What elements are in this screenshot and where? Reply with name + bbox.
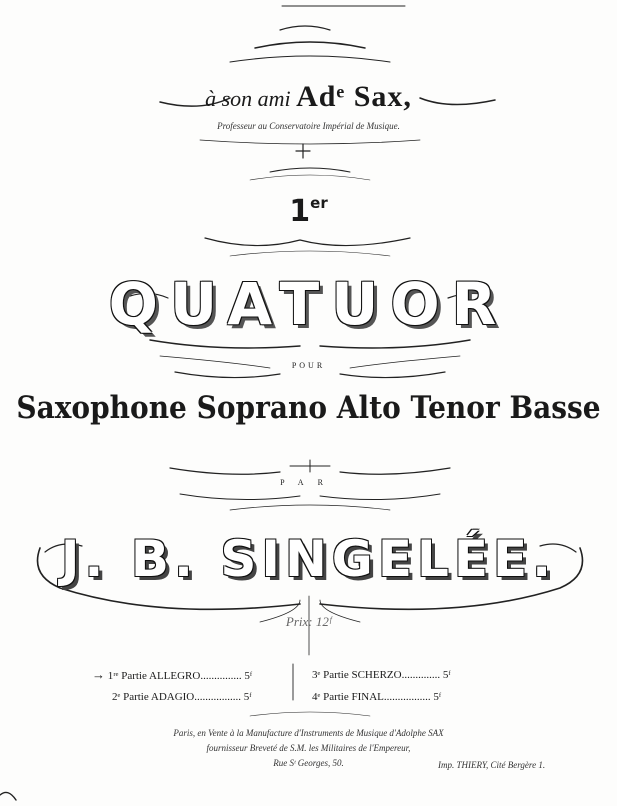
part-entry-3	[312, 664, 451, 686]
dedication-subtitle: Professeur au Conservatoire Impérial de Musique.	[217, 121, 400, 131]
part-dots: ..............	[401, 669, 441, 681]
part-dots: .................	[194, 691, 242, 703]
part-price: 5ᶠ	[243, 691, 252, 703]
printer-imprint: Imp. THIERY, Cité Bergère 1.	[438, 760, 546, 770]
part-label: 1ʳᵉ Partie ALLEGRO	[107, 670, 201, 682]
part-entry-4	[312, 686, 451, 708]
ordinal-suffix: er	[310, 194, 328, 212]
pointer-arrow-icon: →	[92, 667, 105, 682]
pour-label: POUR	[291, 361, 326, 370]
part-label: 2ᵉ Partie ADAGIO	[112, 691, 195, 703]
part-label: 4ᵉ Partie FINAL	[312, 691, 384, 703]
part-entry-2	[92, 686, 252, 708]
par-label: PAR	[280, 478, 337, 487]
part-entry-1	[92, 664, 252, 686]
part-price: 5ᶠ	[244, 670, 253, 682]
publisher-line-2: fournisseur Breveté de S.M. les Militaires de l'Empereur,	[206, 743, 411, 753]
part-dots: ...............	[200, 670, 242, 682]
dedication-line	[0, 80, 617, 114]
ordinal-digit: 1	[289, 194, 311, 229]
part-dots: .................	[383, 691, 431, 703]
parts-left-column	[92, 664, 252, 708]
part-price: 5ᶠ	[433, 691, 442, 703]
publisher-line-1: Paris, en Vente à la Manufacture d'Instruments de Musique d'Adolphe SAX	[173, 728, 444, 738]
work-title: QUATUOR	[108, 270, 509, 338]
part-label: 3ᵉ Partie SCHERZO	[312, 669, 402, 681]
part-price: 5ᶠ	[442, 669, 451, 681]
publisher-line-3: Rue Sᵗ Georges, 50.	[273, 758, 344, 768]
price-note: Prix: 12ᶠ	[285, 614, 332, 629]
instrumentation: Saxophone Soprano Alto Tenor Basse	[16, 389, 601, 426]
composer-name: J. B. SINGELÉE.	[60, 530, 557, 588]
parts-right-column	[312, 664, 451, 708]
ordinal-number	[0, 194, 617, 229]
dedication-prefix: à son ami	[205, 86, 291, 111]
dedication-name: Adᵉ Sax,	[296, 80, 412, 113]
